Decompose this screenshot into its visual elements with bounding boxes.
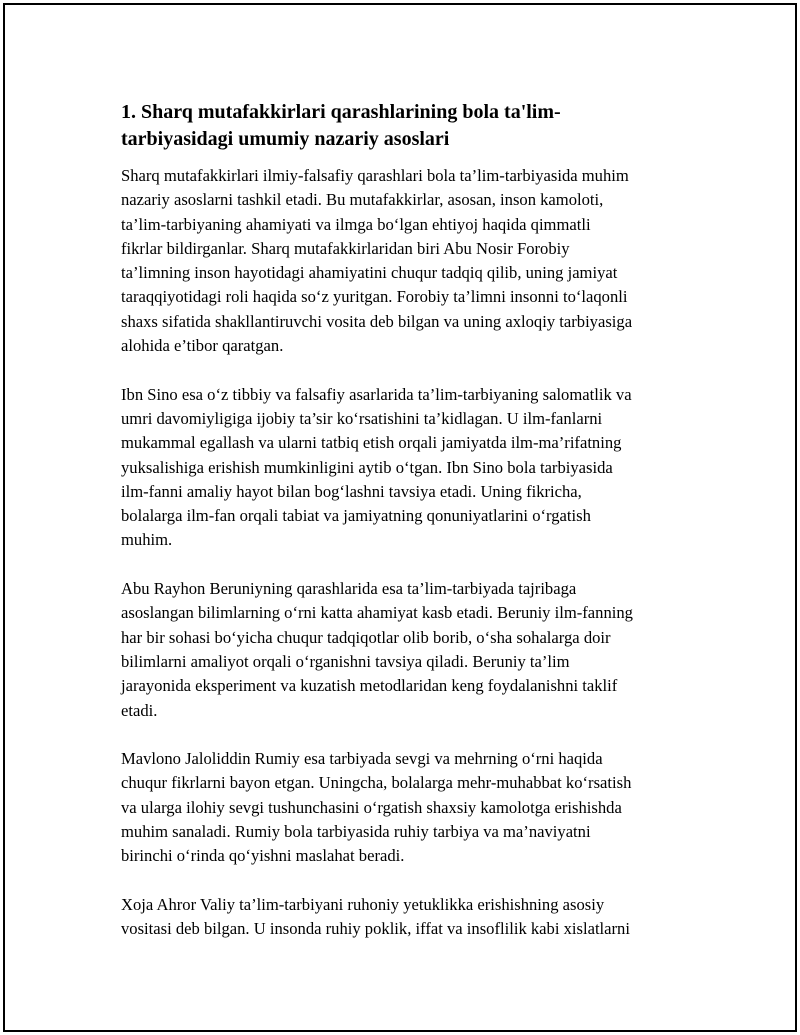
paragraph-farabi (121, 164, 701, 358)
text-line: yuksalishiga erishish mumkinligini aytib o‘tgan. Ibn Sino bola tarbiyasida (121, 457, 613, 477)
paragraph-rumiy (121, 747, 701, 868)
text-line: ilm-fanni amaliy hayot bilan bog‘lashni tavsiya etadi. Uning fikricha, (121, 481, 582, 501)
text-line: nazariy asoslarni tashkil etadi. Bu mutafakkirlar, asosan, inson kamoloti, (121, 190, 604, 210)
title-line: 1. Sharq mutafakkirlari qarashlarining bola ta'lim- (121, 101, 561, 123)
text-line: birinchi o‘rinda qo‘yishni maslahat beradi. (121, 846, 405, 866)
text-line: bolalarga ilm-fan orqali tabiat va jamiyatning qonuniyatlarini o‘rgatish (121, 506, 591, 526)
text-line: asoslangan bilimlarning o‘rni katta ahamiyat kasb etadi. Beruniy ilm-fanning (121, 603, 633, 623)
text-line: Mavlono Jaloliddin Rumiy esa tarbiyada sevgi va mehrning o‘rni haqida (121, 749, 603, 769)
text-line: umri davomiyligiga ijobiy ta’sir ko‘rsatishini ta’kidlagan. U ilm-fanlarni (121, 408, 603, 428)
document-page (3, 3, 797, 1032)
text-line: ta’limning inson hayotidagi ahamiyatini chuqur tadqiq qilib, uning jamiyat (121, 263, 618, 283)
text-line: shaxs sifatida shakllantiruvchi vosita deb bilgan va uning axloqiy tarbiyasiga (121, 311, 633, 331)
text-line: Ibn Sino esa o‘z tibbiy va falsafiy asarlarida ta’lim-tarbiyaning salomatlik va (121, 384, 632, 404)
text-line: fikrlar bildirganlar. Sharq mutafakkirlaridan biri Abu Nosir Forobiy (121, 238, 570, 258)
text-line: taraqqiyotidagi roli haqida so‘z yuritgan. Forobiy ta’limni insonni to‘laqonli (121, 287, 628, 307)
text-line: chuqur fikrlarni bayon etgan. Uningcha, bolalarga mehr-muhabbat ko‘rsatish (121, 773, 632, 793)
text-line: Xoja Ahror Valiy ta’lim-tarbiyani ruhoniy yetuklikka erishishning asosiy (121, 894, 605, 914)
text-line: bilimlarni amaliyot orqali o‘rganishni tavsiya qiladi. Beruniy ta’lim (121, 651, 570, 671)
section-title (121, 99, 701, 153)
text-line: alohida e’tibor qaratgan. (121, 336, 284, 356)
text-line: va ularga ilohiy sevgi tushunchasini o‘rgatish shaxsiy kamolotga erishishda (121, 797, 622, 817)
text-line: etadi. (121, 700, 158, 720)
text-line: jarayonida eksperiment va kuzatish metodlaridan keng foydalanishni taklif (121, 676, 618, 696)
title-line: tarbiyasidagi umumiy nazariy asoslari (121, 128, 450, 150)
text-line: Abu Rayhon Beruniyning qarashlarida esa ta’lim-tarbiyada tajribaga (121, 579, 577, 599)
text-line: muhim. (121, 530, 173, 550)
text-line: vositasi deb bilgan. U insonda ruhiy poklik, iffat va insoflilik kabi xislatlarni (121, 919, 630, 939)
text-line: ta’lim-tarbiyaning ahamiyati va ilmga bo‘lgan ehtiyoj haqida qimmatli (121, 214, 591, 234)
text-line: har bir sohasi bo‘yicha chuqur tadqiqotlar olib borib, o‘sha sohalarga doir (121, 627, 611, 647)
document-content (121, 99, 701, 966)
paragraph-beruniy (121, 577, 701, 723)
text-line: Sharq mutafakkirlari ilmiy-falsafiy qarashlari bola ta’lim-tarbiyasida muhim (121, 166, 629, 185)
text-line: mukammal egallash va ularni tatbiq etish orqali jamiyatda ilm-ma’rifatning (121, 433, 622, 453)
paragraph-ibn-sino (121, 383, 701, 553)
text-line: muhim sanaladi. Rumiy bola tarbiyasida ruhiy tarbiya va ma’naviyatni (121, 822, 591, 842)
paragraph-xoja-ahror (121, 893, 701, 942)
